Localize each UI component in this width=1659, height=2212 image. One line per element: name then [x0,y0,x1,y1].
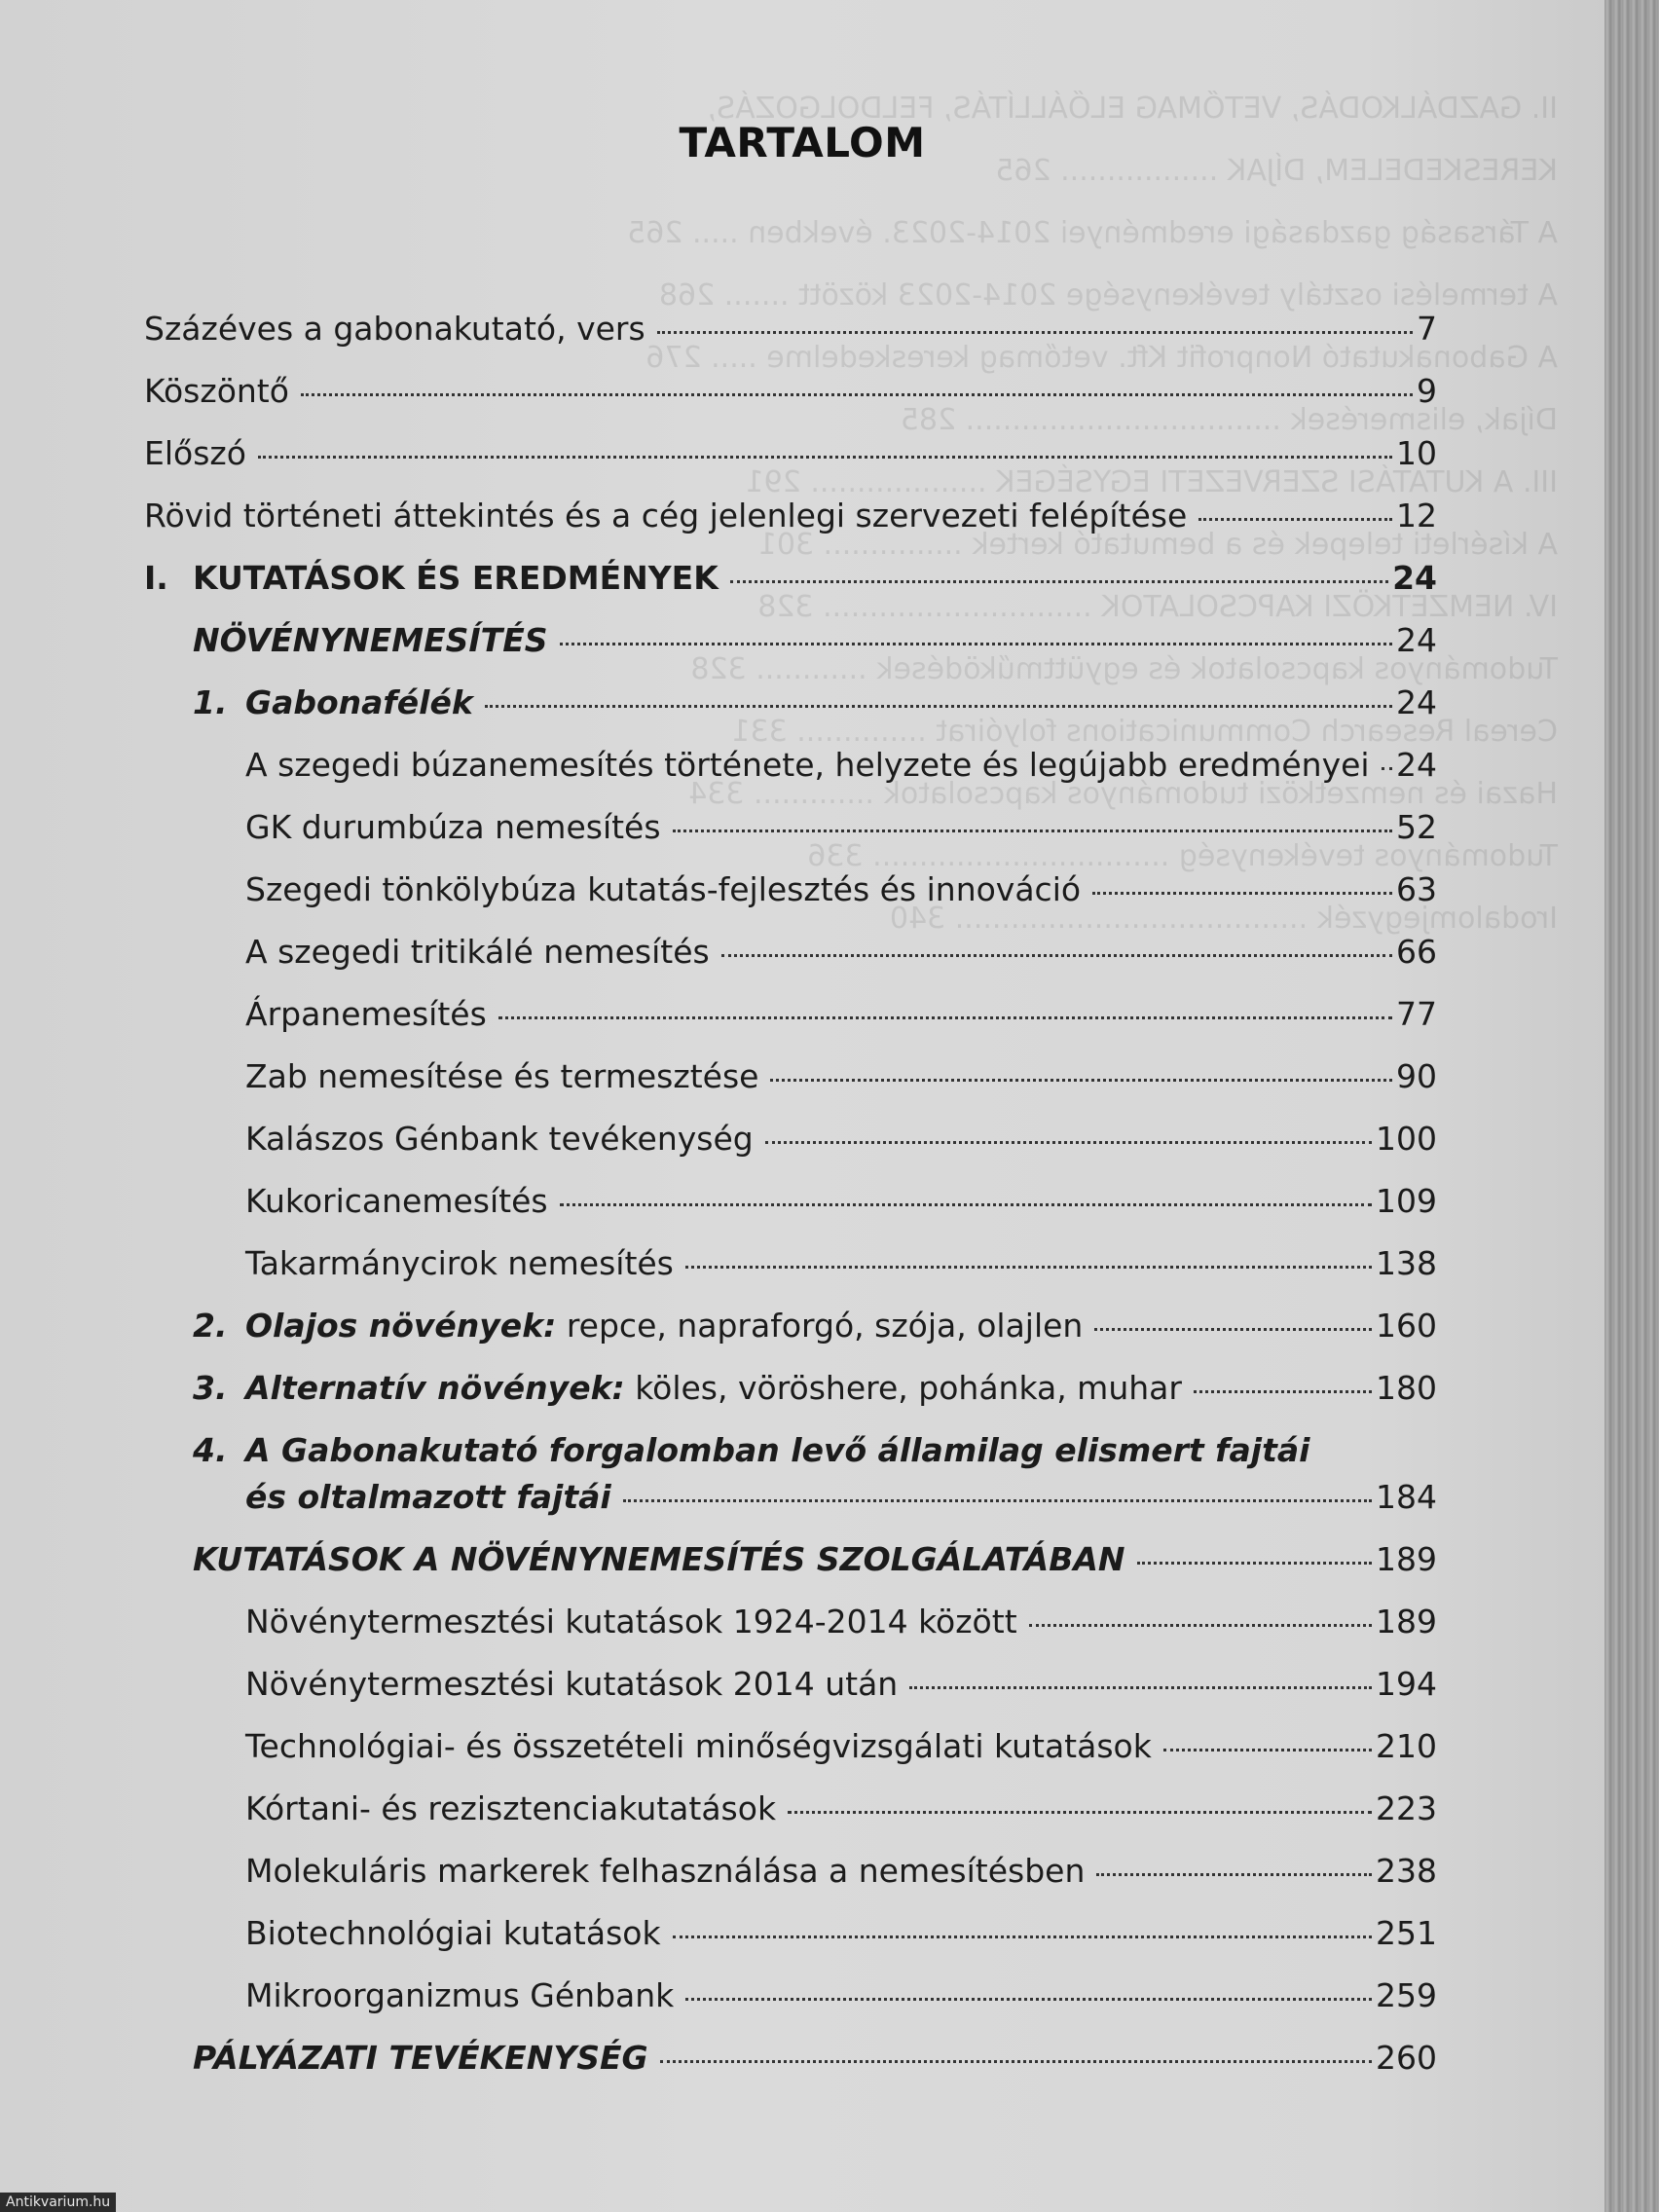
toc-entry-page: 260 [1376,2039,1437,2077]
dot-leader [498,1016,1392,1019]
toc-entry-label: Kórtani- és rezisztenciakutatások [245,1789,777,1827]
toc-entry-label-line2: és oltalmazott fajtái [245,1478,611,1516]
toc-entry-subtitle: repce, napraforgó, szója, olajlen [556,1307,1084,1345]
dot-leader [1094,1328,1372,1331]
toc-entry-label: Növénytermesztési kutatások 2014 után [245,1665,899,1703]
toc-entry-label: Zab nemesítése és termesztése [245,1057,759,1095]
toc-entry-label: Takarmánycirok nemesítés [245,1244,674,1282]
toc-entry-page: 180 [1376,1369,1437,1407]
toc-entry-label: Technológiai- és összetételi minőségvizsgálati kutatások [245,1727,1152,1765]
toc-entry-label: NÖVÉNYNEMESÍTÉS [193,621,548,659]
dot-leader [673,830,1392,832]
toc-entry-page: 66 [1396,933,1437,971]
toc-entry-page: 100 [1376,1120,1437,1158]
toc-entry-label: Alternatív növények: [245,1369,625,1407]
dot-leader [770,1079,1392,1082]
toc-group-number: 2. [193,1307,228,1345]
source-watermark: Antikvarium.hu [0,2193,116,2212]
toc-entry-page: 194 [1376,1665,1437,1703]
toc-entry-page: 90 [1396,1057,1437,1095]
dot-leader [685,1266,1372,1269]
toc-entry[interactable] [245,995,1437,1033]
toc-entry-label: Molekuláris markerek felhasználása a nemesítésben [245,1852,1086,1890]
dot-leader [657,331,1413,334]
toc-entry-page: 189 [1376,1540,1437,1578]
toc-entry[interactable] [245,870,1437,908]
dot-leader [765,1141,1372,1144]
toc-entry-label: Szegedi tönkölybúza kutatás-fejlesztés és innováció [245,870,1082,908]
toc-entry-label: Növénytermesztési kutatások 1924-2014 között [245,1603,1017,1641]
toc-group-heading-multiline[interactable] [193,1431,1437,1469]
dot-leader [1194,1390,1372,1393]
toc-subsection-heading[interactable] [193,621,1437,659]
toc-entry-subtitle: köles, vöröshere, pohánka, muhar [624,1369,1182,1407]
toc-entry-page: 63 [1396,870,1437,908]
toc-entry-label: Biotechnológiai kutatások [245,1914,661,1952]
toc-entry[interactable] [245,1914,1437,1952]
toc-entry-label: Árpanemesítés [245,995,487,1033]
toc-entry-page: 24 [1396,621,1437,659]
toc-entry-page: 9 [1417,372,1437,410]
toc-entry-page: 184 [1376,1478,1437,1516]
toc-group-heading[interactable] [193,1307,1437,1345]
toc-entry[interactable] [245,1789,1437,1827]
dot-leader [721,954,1392,957]
dot-leader [673,1936,1372,1938]
dot-leader [560,643,1393,645]
dot-leader [909,1686,1372,1689]
toc-group-number: 3. [193,1369,228,1407]
toc-entry-page: 251 [1376,1914,1437,1952]
toc-entry[interactable] [144,497,1437,535]
toc-entry-label: Mikroorganizmus Génbank [245,1976,675,2014]
toc-entry-label: PÁLYÁZATI TEVÉKENYSÉG [193,2039,648,2077]
show-through-text: II. GAZDÁLKODÁS, VETŐMAG ELŐÁLLÍTÁS, FELDOLGOZÁS, KERESKEDELEM, DÍJAK ................. 265 A Társaság gazdasági eredményei 2014-2023. években ..... 265 A termelési osztály tevékenysége 2014-2023 között ....... 268 A Gabonakutató Nonprofit Kft. vetőmag kereskedelme ..... 276 Díjak, elismerések .................................. 285 III. A KUTATÁSI SZERVEZETI EGYSÉGEK ................... 291 A kísérleti telepek és a bemutató kertek ............... 301 IV. NEMZETKÖZI KAPCSOLATOK ............................. 328 Tudományos kapcsolatok és együttműködések ............ 328 Cereal Research Communications folyóirat .............. 331 Hazai és nemzetközi tudományos kapcsolatok ............. 334 Tudományos tevékenység ................................ 336 Irodalomjegyzék ...................................... 340 [627,92,1558,936]
toc-entry-label: Gabonafélék [245,683,473,721]
toc-entry-page: 138 [1376,1244,1437,1282]
dot-leader [730,580,1388,583]
toc-entry-page: 109 [1376,1182,1437,1220]
toc-section-number: I. [144,559,168,597]
toc-entry-continuation[interactable] [245,1478,1437,1516]
toc-entry-page: 77 [1396,995,1437,1033]
toc-entry-label: A szegedi tritikálé nemesítés [245,933,710,971]
toc-entry[interactable] [144,372,1437,410]
dot-leader [685,1998,1372,2001]
toc-entry-page: 160 [1376,1307,1437,1345]
toc-entry-label: Köszöntő [144,372,289,410]
toc-group-heading[interactable] [193,683,1437,721]
toc-entry[interactable] [245,933,1437,971]
toc-entry-label: Rövid történeti áttekintés és a cég jelenlegi szervezeti felépítése [144,497,1188,535]
toc-entry[interactable] [245,1665,1437,1703]
toc-entry-page: 223 [1376,1789,1437,1827]
toc-section-heading[interactable] [144,559,1437,597]
toc-entry-page: 24 [1396,746,1437,784]
dot-leader [1137,1562,1372,1565]
toc-entry-label: Kalászos Génbank tevékenység [245,1120,754,1158]
dot-leader [1092,892,1392,895]
toc-entry-page: 189 [1376,1603,1437,1641]
toc-entry[interactable] [245,1120,1437,1158]
toc-entry[interactable] [245,1852,1437,1890]
dot-leader [1096,1873,1372,1876]
toc-entry-page: 24 [1396,683,1437,721]
toc-group-number: 1. [193,683,228,721]
toc-entry[interactable] [144,434,1437,472]
toc-entry-label: KUTATÁSOK ÉS EREDMÉNYEK [193,559,719,597]
toc-entry[interactable] [245,808,1437,846]
dot-leader [788,1811,1372,1814]
toc-subsection-heading[interactable] [193,1540,1437,1578]
toc-entry-page: 210 [1376,1727,1437,1765]
toc-entry-page: 10 [1396,434,1437,472]
toc-entry-label: KUTATÁSOK A NÖVÉNYNEMESÍTÉS SZOLGÁLATÁBAN [193,1540,1125,1578]
toc-entry-label: A Gabonakutató forgalomban levő államilag elismert fajtái [245,1431,1310,1469]
toc-entry-page: 52 [1396,808,1437,846]
toc-entry-page: 12 [1396,497,1437,535]
toc-entry-page: 238 [1376,1852,1437,1890]
toc-entry-label: Százéves a gabonakutató, vers [144,310,645,348]
dot-leader [623,1499,1372,1502]
dot-leader [1382,767,1392,770]
toc-group-heading[interactable] [193,1369,1437,1407]
toc-entry[interactable] [245,1727,1437,1765]
toc-entry-page: 259 [1376,1976,1437,2014]
toc-entry-label: A szegedi búzanemesítés története, helyzete és legújabb eredményei [245,746,1370,784]
toc-entry-label: GK durumbúza nemesítés [245,808,661,846]
toc-group-number: 4. [193,1431,228,1469]
dot-leader [301,393,1413,396]
dot-leader [485,705,1392,708]
dot-leader [560,1203,1372,1206]
toc-entry[interactable] [245,746,1437,784]
toc-entry[interactable] [245,1244,1437,1282]
toc-entry-label: Előszó [144,434,246,472]
dot-leader [1163,1749,1372,1751]
toc-entry[interactable] [245,1976,1437,2014]
page-title: TARTALOM [679,119,926,166]
toc-entry[interactable] [245,1182,1437,1220]
toc-entry-label: Kukoricanemesítés [245,1182,548,1220]
dot-leader [1198,518,1392,521]
toc-entry-label: Olajos növények: [245,1307,557,1345]
toc-entry[interactable] [245,1603,1437,1641]
toc-entry-page: 7 [1417,310,1437,348]
toc-entry[interactable] [245,1057,1437,1095]
page-stack-edge [1604,0,1659,2212]
dot-leader [660,2060,1372,2063]
dot-leader [1029,1624,1372,1627]
dot-leader [258,456,1392,459]
toc-entry[interactable] [144,310,1437,348]
toc-subsection-heading[interactable] [193,2039,1437,2077]
toc-entry-page: 24 [1392,559,1437,597]
